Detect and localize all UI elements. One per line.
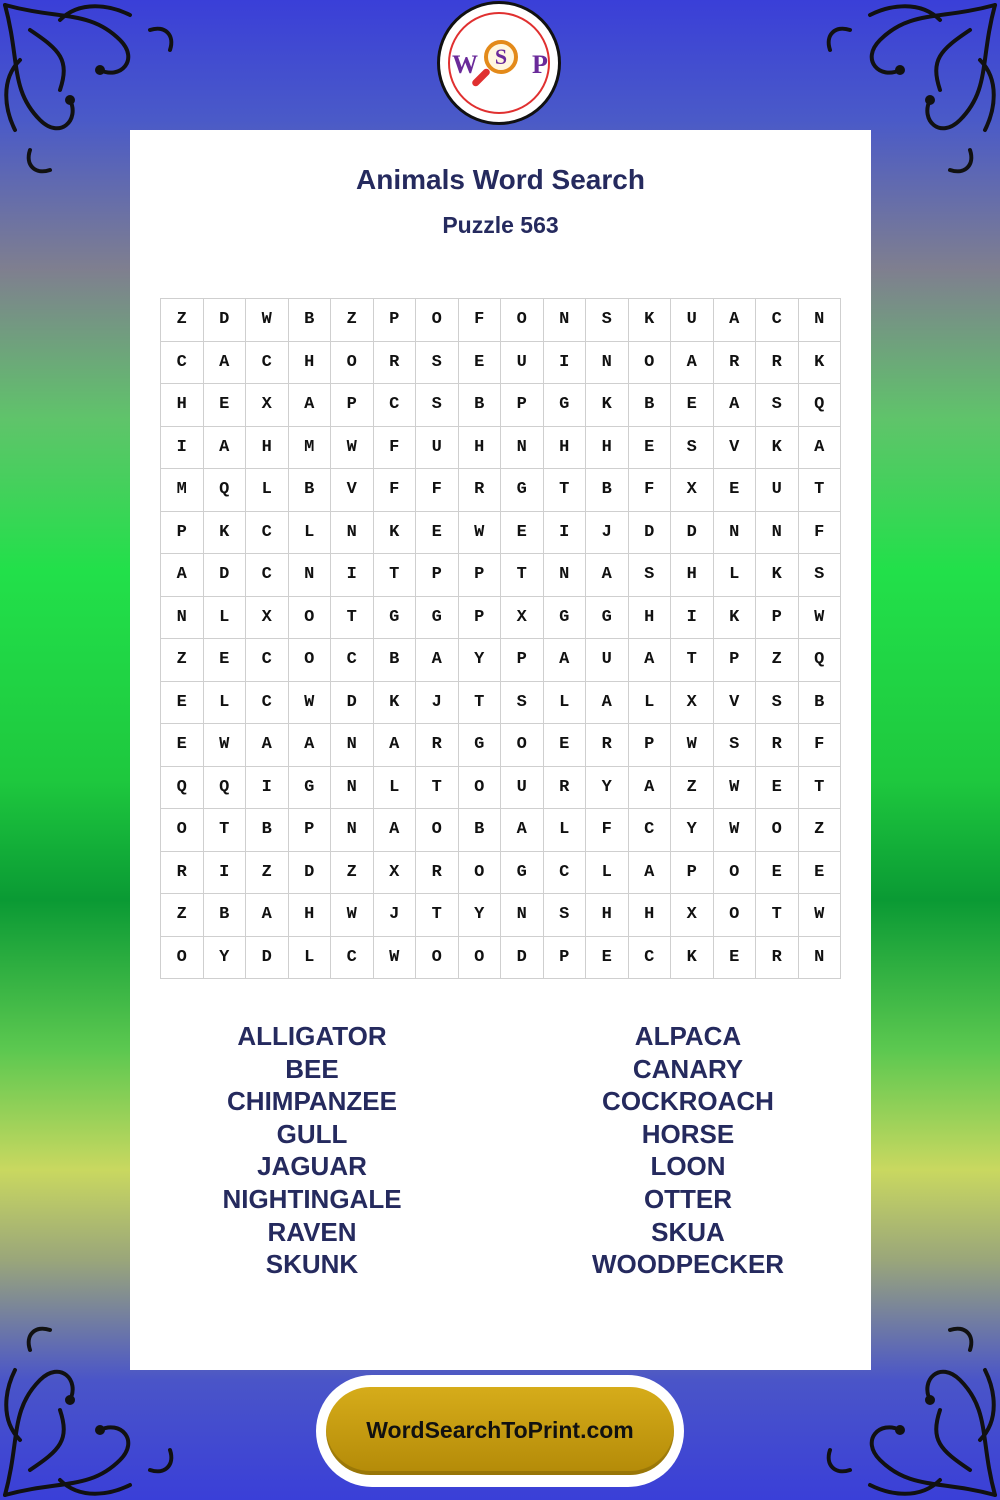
grid-cell[interactable]: F [374, 427, 417, 470]
grid-cell[interactable]: I [246, 767, 289, 810]
grid-cell[interactable]: G [501, 852, 544, 895]
grid-cell[interactable]: N [714, 512, 757, 555]
grid-cell[interactable]: T [331, 597, 374, 640]
grid-cell[interactable]: A [374, 809, 417, 852]
grid-cell[interactable]: Y [459, 639, 502, 682]
grid-cell[interactable]: L [246, 469, 289, 512]
grid-cell[interactable]: I [544, 512, 587, 555]
grid-cell[interactable]: G [501, 469, 544, 512]
grid-cell[interactable]: V [714, 427, 757, 470]
grid-cell[interactable]: Z [331, 299, 374, 342]
grid-cell[interactable]: H [289, 342, 332, 385]
grid-cell[interactable]: U [416, 427, 459, 470]
grid-cell[interactable]: H [289, 894, 332, 937]
grid-cell[interactable]: Z [161, 639, 204, 682]
word-item: COCKROACH [602, 1086, 774, 1117]
grid-cell[interactable]: G [459, 724, 502, 767]
grid-cell[interactable]: F [586, 809, 629, 852]
grid-cell[interactable]: T [374, 554, 417, 597]
grid-cell[interactable]: P [671, 852, 714, 895]
grid-cell[interactable]: P [374, 299, 417, 342]
grid-cell[interactable]: C [246, 639, 289, 682]
grid-cell[interactable]: S [714, 724, 757, 767]
grid-cell[interactable]: A [161, 554, 204, 597]
grid-cell[interactable]: K [756, 554, 799, 597]
grid-cell[interactable]: E [161, 682, 204, 725]
grid-cell[interactable]: C [756, 299, 799, 342]
word-item: ALPACA [634, 1021, 742, 1051]
grid-cell[interactable]: H [246, 427, 289, 470]
grid-cell[interactable]: X [671, 894, 714, 937]
grid-cell[interactable]: L [289, 937, 332, 980]
grid-cell[interactable]: N [161, 597, 204, 640]
grid-cell[interactable]: O [416, 937, 459, 980]
grid-cell[interactable]: K [714, 597, 757, 640]
grid-cell[interactable]: A [246, 894, 289, 937]
grid-cell[interactable]: E [756, 852, 799, 895]
grid-cell[interactable]: X [246, 384, 289, 427]
grid-cell[interactable]: K [671, 937, 714, 980]
page-title: Animals Word Search [356, 164, 645, 195]
grid-cell[interactable]: P [416, 554, 459, 597]
grid-cell[interactable]: N [331, 512, 374, 555]
grid-cell[interactable]: P [331, 384, 374, 427]
grid-cell[interactable]: J [374, 894, 417, 937]
word-item: ALLIGATOR [237, 1021, 387, 1051]
grid-cell[interactable]: D [501, 937, 544, 980]
grid-cell[interactable]: N [331, 724, 374, 767]
grid-cell[interactable]: S [586, 299, 629, 342]
grid-cell[interactable]: Y [204, 937, 247, 980]
grid-cell[interactable]: H [586, 894, 629, 937]
grid-cell[interactable]: D [204, 299, 247, 342]
grid-cell[interactable]: P [629, 724, 672, 767]
grid-cell[interactable]: L [586, 852, 629, 895]
grid-cell[interactable]: U [586, 639, 629, 682]
grid-cell[interactable]: C [246, 554, 289, 597]
grid-cell[interactable]: L [204, 682, 247, 725]
grid-cell[interactable]: S [501, 682, 544, 725]
grid-cell[interactable]: F [374, 469, 417, 512]
grid-cell[interactable]: W [459, 512, 502, 555]
grid-cell[interactable]: A [289, 724, 332, 767]
grid-cell[interactable]: B [799, 682, 842, 725]
grid-cell[interactable]: O [289, 639, 332, 682]
grid-cell[interactable]: F [799, 512, 842, 555]
grid-cell[interactable]: G [586, 597, 629, 640]
grid-cell[interactable]: L [374, 767, 417, 810]
grid-cell[interactable]: X [671, 469, 714, 512]
word-item: RAVEN [267, 1216, 357, 1247]
grid-cell[interactable]: T [756, 894, 799, 937]
grid-cell[interactable]: A [501, 809, 544, 852]
grid-cell[interactable]: O [459, 852, 502, 895]
grid-cell[interactable]: J [586, 512, 629, 555]
grid-cell[interactable]: D [289, 852, 332, 895]
grid-cell[interactable]: A [416, 639, 459, 682]
grid-cell[interactable]: K [756, 427, 799, 470]
logo-letter-p: P [532, 50, 548, 79]
grid-cell[interactable]: C [246, 682, 289, 725]
grid-cell[interactable]: E [671, 384, 714, 427]
grid-cell[interactable]: X [246, 597, 289, 640]
grid-cell[interactable]: O [161, 937, 204, 980]
grid-cell[interactable]: N [501, 427, 544, 470]
grid-cell[interactable]: N [799, 299, 842, 342]
word-item: SKUA [651, 1216, 725, 1247]
word-item: BEE [285, 1053, 339, 1084]
grid-cell[interactable]: B [374, 639, 417, 682]
grid-cell[interactable]: L [289, 512, 332, 555]
grid-cell[interactable]: V [331, 469, 374, 512]
grid-cell[interactable]: U [501, 342, 544, 385]
grid-cell[interactable]: O [161, 809, 204, 852]
grid-cell[interactable]: E [714, 937, 757, 980]
grid-cell[interactable]: R [714, 342, 757, 385]
grid-cell[interactable]: S [756, 384, 799, 427]
grid-cell[interactable]: R [586, 724, 629, 767]
grid-cell[interactable]: P [756, 597, 799, 640]
grid-cell[interactable]: B [459, 809, 502, 852]
grid-cell[interactable]: U [671, 299, 714, 342]
grid-cell[interactable]: H [629, 894, 672, 937]
grid-cell[interactable]: G [416, 597, 459, 640]
grid-cell[interactable]: E [161, 724, 204, 767]
grid-cell[interactable]: U [501, 767, 544, 810]
grid-cell[interactable]: A [586, 682, 629, 725]
grid-cell[interactable]: N [501, 894, 544, 937]
grid-cell[interactable]: K [204, 512, 247, 555]
grid-cell[interactable]: P [161, 512, 204, 555]
word-item: CHIMPANZEE [227, 1086, 397, 1117]
grid-cell[interactable]: O [459, 767, 502, 810]
grid-cell[interactable]: M [161, 469, 204, 512]
grid-cell[interactable]: O [416, 809, 459, 852]
grid-cell[interactable]: E [586, 937, 629, 980]
grid-cell[interactable]: O [459, 937, 502, 980]
grid-cell[interactable]: N [331, 809, 374, 852]
grid-cell[interactable]: X [374, 852, 417, 895]
grid-cell[interactable]: O [756, 809, 799, 852]
grid-cell[interactable]: Z [799, 809, 842, 852]
grid-cell[interactable]: T [799, 469, 842, 512]
grid-cell[interactable]: D [204, 554, 247, 597]
grid-cell[interactable]: T [459, 682, 502, 725]
grid-cell[interactable]: K [799, 342, 842, 385]
grid-cell[interactable]: X [501, 597, 544, 640]
grid-cell[interactable]: E [204, 639, 247, 682]
grid-cell[interactable]: P [459, 597, 502, 640]
grid-cell[interactable]: W [799, 597, 842, 640]
grid-cell[interactable]: C [374, 384, 417, 427]
magnifier-icon: S [484, 40, 518, 74]
grid-cell[interactable]: T [671, 639, 714, 682]
grid-cell[interactable]: O [289, 597, 332, 640]
grid-cell[interactable]: P [544, 937, 587, 980]
grid-cell[interactable]: H [671, 554, 714, 597]
grid-cell[interactable]: Z [331, 852, 374, 895]
grid-cell[interactable]: I [331, 554, 374, 597]
grid-cell[interactable]: R [544, 767, 587, 810]
grid-cell[interactable]: T [544, 469, 587, 512]
grid-cell[interactable]: I [671, 597, 714, 640]
grid-cell[interactable]: P [501, 639, 544, 682]
grid-cell[interactable]: S [544, 894, 587, 937]
puzzle-number: Puzzle 563 [442, 212, 559, 238]
grid-cell[interactable]: G [289, 767, 332, 810]
grid-cell[interactable]: R [416, 724, 459, 767]
grid-cell[interactable]: B [459, 384, 502, 427]
grid-cell[interactable]: N [799, 937, 842, 980]
word-item: SKUNK [265, 1249, 359, 1280]
site-link-label: WordSearchToPrint.com [366, 1417, 634, 1443]
grid-cell[interactable]: S [799, 554, 842, 597]
grid-cell[interactable]: T [204, 809, 247, 852]
grid-cell[interactable]: W [714, 767, 757, 810]
grid-cell[interactable]: P [459, 554, 502, 597]
grid-cell[interactable]: L [204, 597, 247, 640]
grid-cell[interactable]: R [756, 937, 799, 980]
grid-cell[interactable]: C [629, 809, 672, 852]
grid-cell[interactable]: L [544, 809, 587, 852]
letter-grid [160, 298, 841, 979]
grid-cell[interactable]: W [331, 894, 374, 937]
grid-cell[interactable]: B [204, 894, 247, 937]
grid-cell[interactable]: A [714, 299, 757, 342]
grid-cell[interactable]: E [204, 384, 247, 427]
grid-cell[interactable]: R [459, 469, 502, 512]
grid-cell[interactable]: D [331, 682, 374, 725]
grid-cell[interactable]: G [544, 597, 587, 640]
grid-cell[interactable]: E [544, 724, 587, 767]
grid-cell[interactable]: L [544, 682, 587, 725]
grid-cell[interactable]: A [374, 724, 417, 767]
grid-cell[interactable]: V [714, 682, 757, 725]
grid-cell[interactable]: E [756, 767, 799, 810]
grid-cell[interactable]: A [799, 427, 842, 470]
grid-cell[interactable]: M [289, 427, 332, 470]
grid-cell[interactable]: F [629, 469, 672, 512]
grid-cell[interactable]: S [756, 682, 799, 725]
grid-cell[interactable]: S [629, 554, 672, 597]
grid-cell[interactable]: C [331, 639, 374, 682]
grid-cell[interactable]: R [756, 342, 799, 385]
grid-cell[interactable]: C [544, 852, 587, 895]
word-item: LOON [650, 1151, 726, 1182]
grid-cell[interactable]: C [246, 342, 289, 385]
grid-cell[interactable]: B [246, 809, 289, 852]
grid-cell[interactable]: E [629, 427, 672, 470]
grid-cell[interactable]: E [714, 469, 757, 512]
grid-cell[interactable]: W [331, 427, 374, 470]
grid-cell[interactable]: E [799, 852, 842, 895]
grid-cell[interactable]: O [714, 852, 757, 895]
wsp-logo [437, 1, 561, 125]
grid-cell[interactable]: A [629, 767, 672, 810]
grid-cell[interactable]: S [416, 384, 459, 427]
grid-cell[interactable]: K [629, 299, 672, 342]
grid-cell[interactable]: I [204, 852, 247, 895]
grid-cell[interactable]: Z [246, 852, 289, 895]
grid-cell[interactable]: H [586, 427, 629, 470]
grid-cell[interactable]: T [501, 554, 544, 597]
word-list-left [162, 1020, 462, 1281]
grid-cell[interactable]: Y [586, 767, 629, 810]
grid-cell[interactable]: P [501, 384, 544, 427]
grid-cell[interactable]: I [161, 427, 204, 470]
grid-cell[interactable]: W [289, 682, 332, 725]
grid-cell[interactable]: A [714, 384, 757, 427]
site-link-pill[interactable] [326, 1387, 674, 1475]
grid-cell[interactable]: C [629, 937, 672, 980]
grid-cell[interactable]: R [374, 342, 417, 385]
word-list-right [538, 1020, 838, 1281]
grid-cell[interactable]: B [629, 384, 672, 427]
grid-cell[interactable]: W [714, 809, 757, 852]
grid-cell[interactable]: Z [161, 894, 204, 937]
grid-cell[interactable]: D [671, 512, 714, 555]
grid-cell[interactable]: O [501, 299, 544, 342]
grid-cell[interactable]: C [246, 512, 289, 555]
grid-cell[interactable]: I [544, 342, 587, 385]
word-item: OTTER [643, 1183, 733, 1214]
grid-cell[interactable]: P [289, 809, 332, 852]
grid-cell[interactable]: R [161, 852, 204, 895]
grid-cell[interactable]: Q [161, 767, 204, 810]
grid-cell[interactable]: O [501, 724, 544, 767]
grid-cell[interactable]: N [586, 342, 629, 385]
grid-cell[interactable]: A [246, 724, 289, 767]
word-item: NIGHTINGALE [222, 1183, 402, 1214]
word-item: WOODPECKER [591, 1249, 785, 1280]
grid-cell[interactable]: W [204, 724, 247, 767]
grid-cell[interactable]: K [374, 682, 417, 725]
grid-cell[interactable]: Y [671, 809, 714, 852]
grid-cell[interactable]: G [374, 597, 417, 640]
grid-cell[interactable]: A [629, 852, 672, 895]
word-item: JAGUAR [257, 1151, 367, 1182]
grid-cell[interactable]: R [416, 852, 459, 895]
grid-cell[interactable]: U [756, 469, 799, 512]
grid-cell[interactable]: N [756, 512, 799, 555]
puzzle-sheet [130, 130, 871, 1370]
grid-cell[interactable]: L [629, 682, 672, 725]
grid-cell[interactable]: Y [459, 894, 502, 937]
grid-cell[interactable]: S [416, 342, 459, 385]
grid-cell[interactable]: Z [671, 767, 714, 810]
grid-cell[interactable]: E [501, 512, 544, 555]
grid-cell[interactable]: T [799, 767, 842, 810]
logo-letter-w: W [452, 50, 478, 79]
grid-cell[interactable]: S [671, 427, 714, 470]
grid-cell[interactable]: O [629, 342, 672, 385]
grid-cell[interactable]: Z [161, 299, 204, 342]
grid-cell[interactable]: G [544, 384, 587, 427]
grid-cell[interactable]: W [374, 937, 417, 980]
grid-cell[interactable]: N [544, 299, 587, 342]
grid-cell[interactable]: L [714, 554, 757, 597]
grid-cell[interactable]: D [246, 937, 289, 980]
grid-cell[interactable]: W [799, 894, 842, 937]
grid-cell[interactable]: O [331, 342, 374, 385]
grid-cell[interactable]: D [629, 512, 672, 555]
word-item: CANARY [632, 1053, 744, 1084]
grid-cell[interactable]: K [374, 512, 417, 555]
grid-cell[interactable]: F [799, 724, 842, 767]
grid-cell[interactable]: F [416, 469, 459, 512]
grid-cell[interactable]: Q [799, 639, 842, 682]
grid-cell[interactable]: O [714, 894, 757, 937]
grid-cell[interactable]: A [671, 342, 714, 385]
grid-cell[interactable]: C [161, 342, 204, 385]
grid-cell[interactable]: H [629, 597, 672, 640]
grid-cell[interactable]: A [204, 427, 247, 470]
grid-cell[interactable]: H [459, 427, 502, 470]
grid-cell[interactable]: A [629, 639, 672, 682]
grid-cell[interactable]: Q [204, 469, 247, 512]
grid-cell[interactable]: T [416, 767, 459, 810]
grid-cell[interactable]: P [714, 639, 757, 682]
grid-cell[interactable]: A [586, 554, 629, 597]
grid-cell[interactable]: X [671, 682, 714, 725]
grid-cell[interactable]: H [544, 427, 587, 470]
grid-cell[interactable]: C [331, 937, 374, 980]
grid-cell[interactable]: Z [756, 639, 799, 682]
grid-cell[interactable]: B [586, 469, 629, 512]
word-item: HORSE [641, 1118, 735, 1149]
grid-cell[interactable]: T [416, 894, 459, 937]
grid-cell[interactable]: W [671, 724, 714, 767]
site-link-button[interactable] [316, 1375, 684, 1487]
grid-cell[interactable]: E [459, 342, 502, 385]
grid-cell[interactable]: R [756, 724, 799, 767]
grid-cell[interactable]: N [331, 767, 374, 810]
grid-cell[interactable]: N [544, 554, 587, 597]
grid-cell[interactable]: Q [799, 384, 842, 427]
word-item: GULL [276, 1118, 348, 1149]
grid-cell[interactable]: E [416, 512, 459, 555]
grid-cell[interactable]: H [161, 384, 204, 427]
grid-cell[interactable]: A [289, 384, 332, 427]
grid-cell[interactable]: J [416, 682, 459, 725]
grid-cell[interactable]: N [289, 554, 332, 597]
grid-cell[interactable]: Q [204, 767, 247, 810]
grid-cell[interactable]: W [246, 299, 289, 342]
grid-cell[interactable]: K [586, 384, 629, 427]
grid-cell[interactable]: A [204, 342, 247, 385]
grid-cell[interactable]: B [289, 299, 332, 342]
grid-cell[interactable]: F [459, 299, 502, 342]
grid-cell[interactable]: B [289, 469, 332, 512]
grid-cell[interactable]: A [544, 639, 587, 682]
grid-cell[interactable]: O [416, 299, 459, 342]
